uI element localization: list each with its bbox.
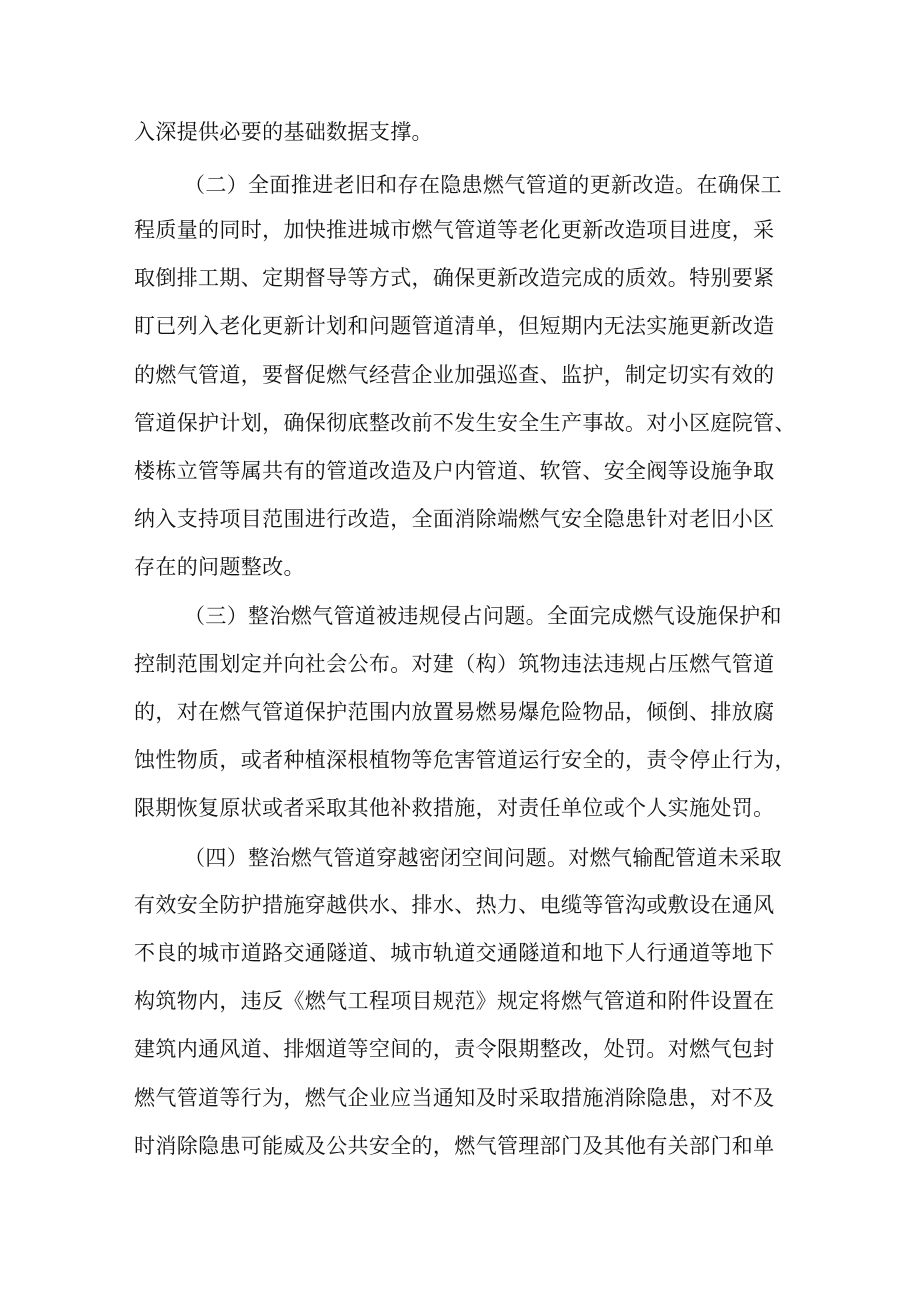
text-line: 限期恢复原状或者采取其他补救措施，对责任单位或个人实施处罚。 [134, 796, 775, 820]
text-line-section-3-heading: （三）整治燃气管道被违规侵占问题。全面完成燃气设施保护和 [184, 604, 782, 628]
text-line-section-4-heading: （四）整治燃气管道穿越密闭空间问题。对燃气输配管道未采取 [184, 846, 782, 870]
text-line: 建筑内通风道、排烟道等空间的，责令限期整改，处罚。对燃气包封 [134, 1037, 775, 1061]
text-line: 入深提供必要的基础数据支撑。 [134, 120, 433, 144]
text-line: 燃气管道等行为，燃气企业应当通知及时采取措施消除隐患，对不及 [134, 1086, 775, 1110]
text-line: 有效安全防护措施穿越供水、排水、热力、电缆等管沟或敷设在通风 [134, 893, 775, 917]
text-line-section-2-heading: （二）全面推进老旧和存在隐患燃气管道的更新改造。在确保工 [184, 173, 782, 197]
text-line: 程质量的同时，加快推进城市燃气管道等老化更新改造项目进度，采 [134, 218, 775, 242]
text-line: 存在的问题整改。 [134, 555, 305, 579]
text-line: 的，对在燃气管道保护范围内放置易燃易爆危险物品，倾倒、排放腐 [134, 700, 775, 724]
text-line: 纳入支持项目范围进行改造，全面消除端燃气安全隐患针对老旧小区 [134, 507, 775, 531]
text-line: 楼栋立管等属共有的管道改造及户内管道、软管、安全阀等设施争取 [134, 459, 775, 483]
text-line: 时消除隐患可能威及公共安全的，燃气管理部门及其他有关部门和单 [134, 1134, 775, 1158]
text-line: 的燃气管道，要督促燃气经营企业加强巡查、监护，制定切实有效的 [134, 363, 775, 387]
text-line: 取倒排工期、定期督导等方式，确保更新改造完成的质效。特别要紧 [134, 266, 775, 290]
text-line: 控制范围划定并向社会公布。对建（构）筑物违法违规占压燃气管道 [134, 652, 775, 676]
text-line: 蚀性物质，或者种植深根植物等危害管道运行安全的，责令停止行为， [134, 748, 796, 772]
text-line: 盯已列入老化更新计划和问题管道清单，但短期内无法实施更新改造 [134, 314, 775, 338]
text-line: 管道保护计划，确保彻底整改前不发生安全生产事故。对小区庭院管、 [134, 411, 796, 435]
text-line: 构筑物内，违反《燃气工程项目规范》规定将燃气管道和附件设置在 [134, 989, 775, 1013]
text-line: 不良的城市道路交通隧道、城市轨道交通隧道和地下人行通道等地下 [134, 941, 775, 965]
